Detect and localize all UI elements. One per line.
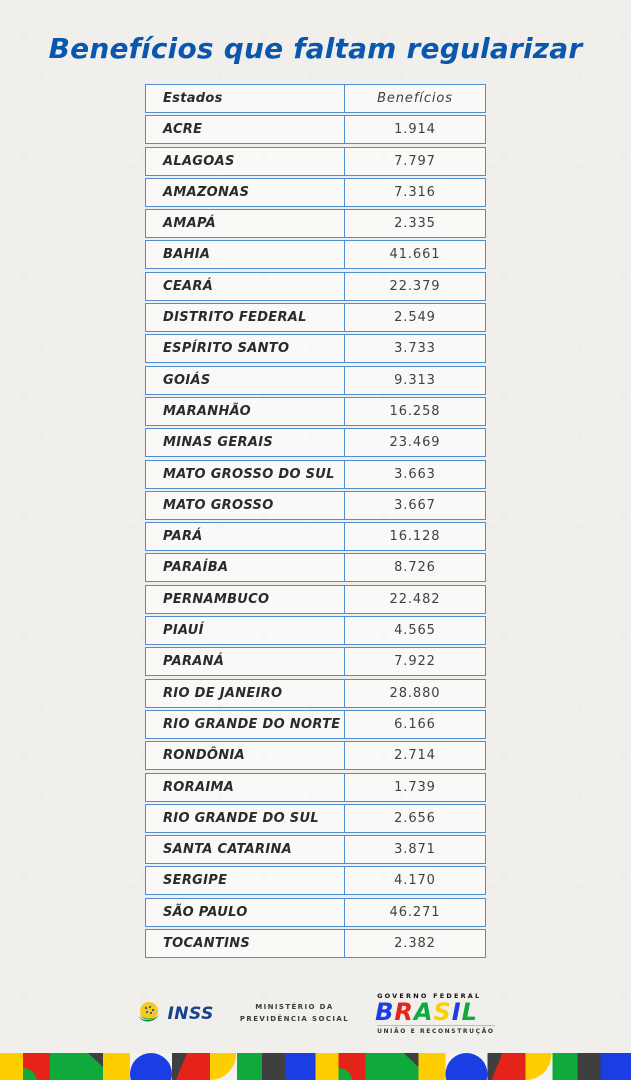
header-benefits-label: Benefícios — [377, 91, 453, 106]
state-cell-wrap — [146, 241, 345, 268]
inss-globe-icon — [136, 999, 162, 1029]
state-cell-wrap — [146, 461, 345, 488]
uniao-reconstrucao-label: UNIÃO E RECONSTRUÇÃO — [377, 1025, 494, 1035]
value-cell: 2.382 — [394, 936, 436, 952]
state-cell-wrap — [146, 617, 345, 644]
state-cell: PARÁ — [163, 529, 203, 545]
value-cell-wrap — [345, 680, 485, 707]
state-cell-wrap — [146, 148, 345, 175]
table-row — [145, 491, 486, 520]
brasil-letter: L — [461, 998, 478, 1026]
table-row — [145, 616, 486, 645]
value-cell-wrap — [345, 586, 485, 613]
table-row — [145, 397, 486, 426]
table-row — [145, 741, 486, 770]
value-cell-wrap — [345, 148, 485, 175]
table-row — [145, 366, 486, 395]
ministry-label — [240, 1002, 349, 1024]
brasil-letter: A — [413, 998, 434, 1026]
state-cell: PARANÁ — [163, 654, 225, 670]
table-row — [145, 240, 486, 269]
table-row — [145, 585, 486, 614]
value-cell: 4.170 — [394, 873, 436, 889]
governo-federal-label: GOVERNO FEDERAL — [377, 992, 482, 1000]
value-cell-wrap — [345, 398, 485, 425]
state-cell: SERGIPE — [163, 873, 228, 889]
state-cell: DISTRITO FEDERAL — [163, 310, 307, 326]
brasil-letter: B — [375, 998, 395, 1026]
value-cell-wrap — [345, 648, 485, 675]
state-cell: CEARÁ — [163, 278, 214, 294]
table-row — [145, 460, 486, 489]
footer-logos — [0, 992, 631, 1035]
state-cell: PERNAMBUCO — [163, 591, 270, 607]
value-cell: 16.258 — [389, 403, 441, 419]
inss-logo — [136, 999, 213, 1029]
state-cell-wrap — [146, 899, 345, 926]
value-cell: 2.549 — [394, 310, 436, 326]
value-cell: 3.667 — [394, 497, 436, 513]
state-cell-wrap — [146, 335, 345, 362]
value-cell: 28.880 — [389, 685, 441, 701]
table-row — [145, 835, 486, 864]
value-cell: 3.871 — [394, 842, 436, 858]
state-cell-wrap — [146, 273, 345, 300]
value-cell-wrap — [345, 179, 485, 206]
state-cell-wrap — [146, 711, 345, 738]
state-cell: GOIÁS — [163, 372, 211, 388]
brand-pattern-strip — [0, 1053, 631, 1080]
value-cell-wrap — [345, 930, 485, 957]
value-cell-wrap — [345, 711, 485, 738]
value-cell-wrap — [345, 241, 485, 268]
ministry-line2: PREVIDÊNCIA SOCIAL — [239, 1014, 350, 1023]
value-cell: 4.565 — [394, 623, 436, 639]
value-cell-wrap — [345, 742, 485, 769]
brasil-wordmark — [375, 1000, 494, 1025]
brasil-letter: R — [394, 998, 414, 1026]
state-cell-wrap — [146, 304, 345, 331]
state-cell-wrap — [146, 774, 345, 801]
value-cell: 16.128 — [389, 529, 441, 545]
value-cell: 3.663 — [394, 466, 436, 482]
state-cell: ACRE — [163, 122, 203, 138]
inss-wordmark: INSS — [167, 1003, 214, 1024]
state-cell: PIAUÍ — [163, 623, 204, 639]
table-row — [145, 428, 486, 457]
value-cell-wrap — [345, 899, 485, 926]
table-row — [145, 303, 486, 332]
table-row — [145, 929, 486, 958]
value-cell: 7.797 — [394, 153, 436, 169]
state-cell-wrap — [146, 867, 345, 894]
state-cell: MATO GROSSO — [163, 497, 274, 513]
value-cell: 22.482 — [389, 591, 441, 607]
state-cell: BAHIA — [163, 247, 211, 263]
table-row — [145, 679, 486, 708]
state-cell-wrap — [146, 179, 345, 206]
state-cell: AMAPÁ — [163, 216, 216, 232]
value-cell-wrap — [345, 210, 485, 237]
value-cell: 41.661 — [389, 247, 441, 263]
value-cell-wrap — [345, 774, 485, 801]
value-cell-wrap — [345, 273, 485, 300]
state-cell: PARAÍBA — [163, 560, 229, 576]
brasil-letter: S — [433, 998, 452, 1026]
state-cell-wrap — [146, 554, 345, 581]
value-cell-wrap — [345, 429, 485, 456]
state-cell-wrap — [146, 680, 345, 707]
brasil-letter: I — [451, 998, 462, 1026]
value-cell-wrap — [345, 116, 485, 143]
state-cell: ESPÍRITO SANTO — [163, 341, 290, 357]
state-cell: MATO GROSSO DO SUL — [163, 466, 335, 482]
state-cell-wrap — [146, 210, 345, 237]
value-cell-wrap — [345, 554, 485, 581]
table-row — [145, 115, 486, 144]
value-cell: 23.469 — [389, 435, 441, 451]
state-cell-wrap — [146, 492, 345, 519]
state-cell-wrap — [146, 930, 345, 957]
table-row — [145, 710, 486, 739]
table-row — [145, 147, 486, 176]
table-row — [145, 178, 486, 207]
table-row — [145, 898, 486, 927]
governo-federal-logo — [375, 992, 494, 1035]
state-cell: MARANHÃO — [163, 403, 251, 419]
state-cell-wrap — [146, 398, 345, 425]
value-cell: 2.714 — [394, 748, 436, 764]
state-cell-wrap — [146, 116, 345, 143]
state-cell-wrap — [146, 429, 345, 456]
state-cell: RIO DE JANEIRO — [163, 685, 283, 701]
value-cell-wrap — [345, 867, 485, 894]
state-cell-wrap — [146, 836, 345, 863]
value-cell: 9.313 — [394, 372, 436, 388]
table-row — [145, 773, 486, 802]
table-row — [145, 272, 486, 301]
table-row — [145, 647, 486, 676]
ministry-line1: MINISTÉRIO DA — [255, 1003, 334, 1012]
value-cell-wrap — [345, 304, 485, 331]
table-row — [145, 804, 486, 833]
value-cell-wrap — [345, 617, 485, 644]
state-cell: MINAS GERAIS — [163, 435, 274, 451]
value-cell: 46.271 — [389, 904, 441, 920]
value-cell-wrap — [345, 492, 485, 519]
state-cell-wrap — [146, 805, 345, 832]
value-cell: 1.739 — [394, 779, 436, 795]
value-cell: 6.166 — [394, 716, 436, 732]
state-cell-wrap — [146, 742, 345, 769]
state-cell: ALAGOAS — [163, 153, 235, 169]
state-cell: RONDÔNIA — [163, 748, 245, 764]
value-cell-wrap — [345, 367, 485, 394]
benefits-table — [145, 84, 486, 958]
state-cell: SANTA CATARINA — [163, 842, 293, 858]
state-cell: RIO GRANDE DO SUL — [163, 810, 319, 826]
value-cell-wrap — [345, 836, 485, 863]
value-cell: 3.733 — [394, 341, 436, 357]
state-cell-wrap — [146, 523, 345, 550]
table-header-row — [145, 84, 486, 113]
state-cell-wrap — [146, 367, 345, 394]
header-cell-benefits — [345, 85, 485, 112]
value-cell: 22.379 — [389, 278, 441, 294]
value-cell: 7.922 — [394, 654, 436, 670]
value-cell: 8.726 — [394, 560, 436, 576]
value-cell-wrap — [345, 523, 485, 550]
value-cell-wrap — [345, 805, 485, 832]
table-row — [145, 209, 486, 238]
value-cell: 7.316 — [394, 184, 436, 200]
header-cell-states — [146, 85, 345, 112]
page-title: Benefícios que faltam regularizar — [48, 32, 583, 65]
value-cell-wrap — [345, 461, 485, 488]
value-cell-wrap — [345, 335, 485, 362]
table-row — [145, 553, 486, 582]
table-row — [145, 522, 486, 551]
header-states-label: Estados — [163, 91, 223, 106]
state-cell: RORAIMA — [163, 779, 235, 795]
state-cell: RIO GRANDE DO NORTE — [163, 716, 341, 732]
table-row — [145, 334, 486, 363]
state-cell-wrap — [146, 586, 345, 613]
value-cell: 2.656 — [394, 810, 436, 826]
state-cell: SÃO PAULO — [163, 904, 248, 920]
table-body — [145, 115, 486, 958]
value-cell: 2.335 — [394, 216, 436, 232]
state-cell: TOCANTINS — [163, 936, 251, 952]
table-row — [145, 866, 486, 895]
value-cell: 1.914 — [394, 122, 436, 138]
state-cell-wrap — [146, 648, 345, 675]
state-cell: AMAZONAS — [163, 184, 250, 200]
